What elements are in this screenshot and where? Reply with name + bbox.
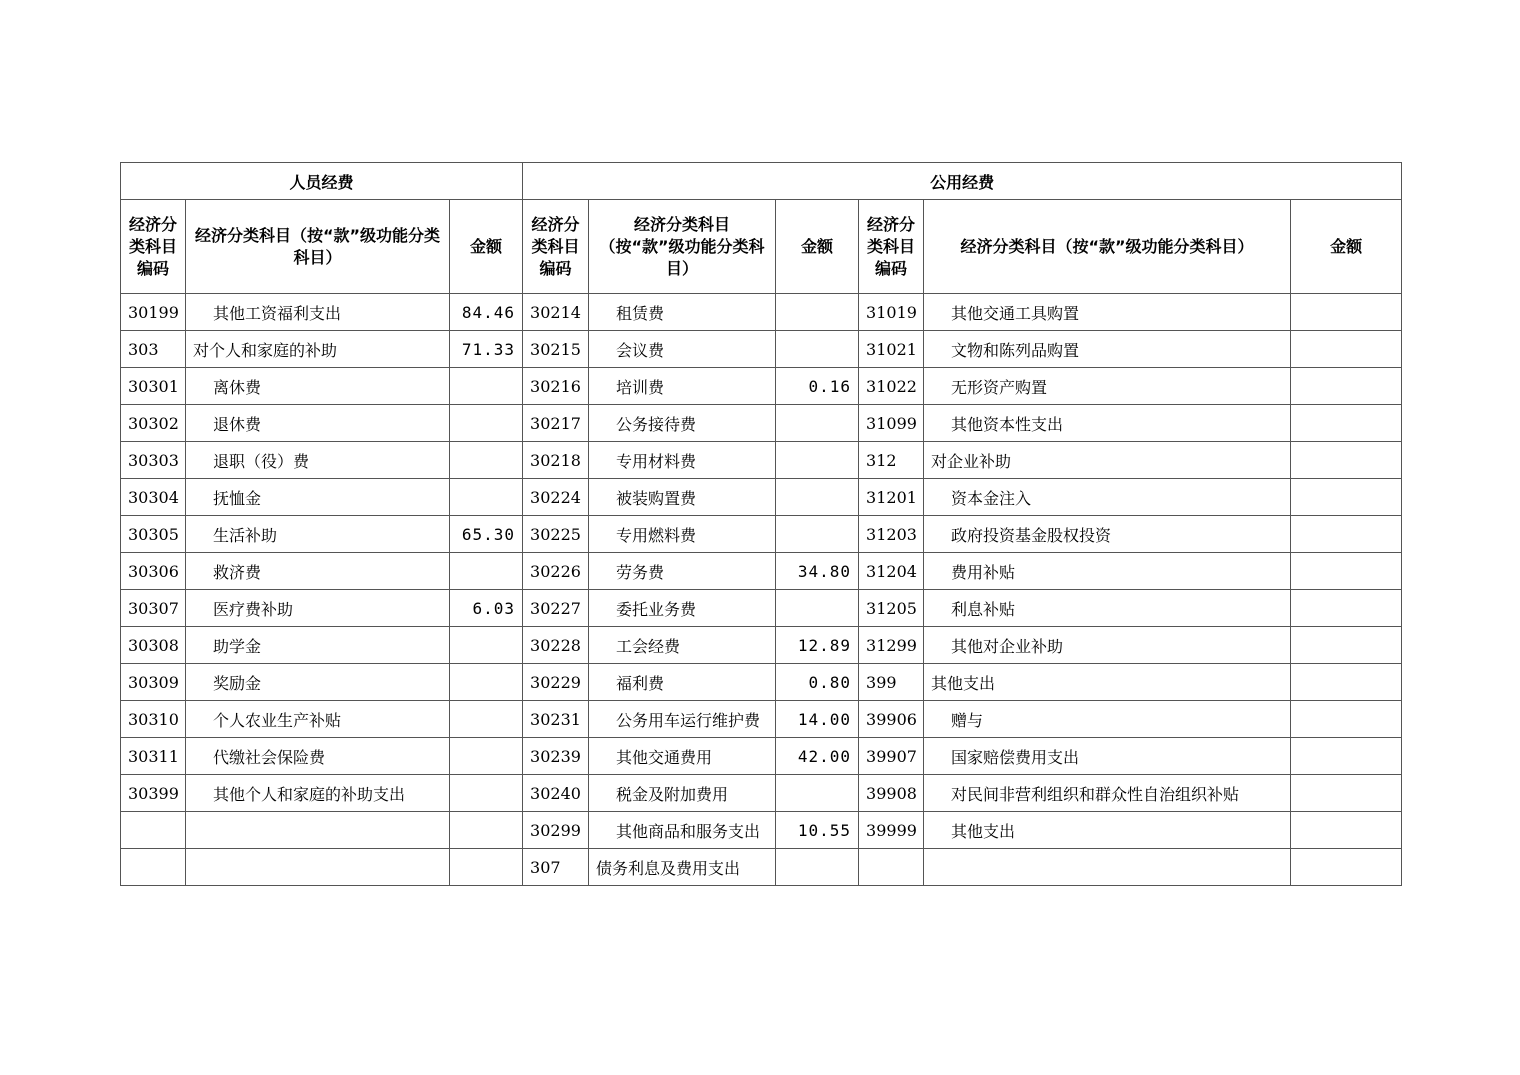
name-cell: 公务用车运行维护费 [589,701,776,738]
name-cell: 对企业补助 [924,442,1291,479]
amount-cell [1291,701,1402,738]
amount-cell [1291,849,1402,886]
amount-cell [450,553,523,590]
name-cell: 劳务费 [589,553,776,590]
code-cell: 307 [523,849,589,886]
code-cell: 30218 [523,442,589,479]
name-cell: 医疗费补助 [186,590,450,627]
code-cell: 31299 [859,627,924,664]
code-cell: 30302 [121,405,186,442]
amount-cell [776,479,859,516]
table-row [121,516,1402,553]
name-cell: 其他交通工具购置 [924,294,1291,331]
code-cell: 30305 [121,516,186,553]
name-cell: 其他个人和家庭的补助支出 [186,775,450,812]
code-cell: 30309 [121,664,186,701]
name-cell: 被装购置费 [589,479,776,516]
amount-cell: 84.46 [450,294,523,331]
code-cell: 30311 [121,738,186,775]
amount-cell [776,405,859,442]
code-cell: 30310 [121,701,186,738]
amount-header-3: 金额 [1291,200,1402,294]
amount-cell [776,590,859,627]
name-header-2: 经济分类科目（按“款”级功能分类科目） [589,200,776,294]
amount-cell: 10.55 [776,812,859,849]
table-row [121,738,1402,775]
public-expenses-header: 公用经费 [523,163,1402,200]
amount-cell [776,331,859,368]
table-row [121,664,1402,701]
table-row [121,368,1402,405]
amount-cell [1291,812,1402,849]
amount-cell [450,738,523,775]
amount-cell [1291,405,1402,442]
name-cell: 培训费 [589,368,776,405]
code-cell: 30224 [523,479,589,516]
name-cell: 其他支出 [924,664,1291,701]
name-cell: 国家赔偿费用支出 [924,738,1291,775]
table-row [121,294,1402,331]
code-cell: 30240 [523,775,589,812]
name-cell: 公务接待费 [589,405,776,442]
code-cell: 399 [859,664,924,701]
amount-cell [1291,738,1402,775]
code-cell: 39907 [859,738,924,775]
amount-cell [776,516,859,553]
amount-cell: 14.00 [776,701,859,738]
name-cell: 离休费 [186,368,450,405]
name-cell: 福利费 [589,664,776,701]
table-row [121,701,1402,738]
name-cell: 租赁费 [589,294,776,331]
name-cell: 个人农业生产补贴 [186,701,450,738]
amount-cell: 65.30 [450,516,523,553]
code-cell: 30399 [121,775,186,812]
amount-cell: 34.80 [776,553,859,590]
name-cell: 代缴社会保险费 [186,738,450,775]
name-cell: 对民间非营利组织和群众性自治组织补贴 [924,775,1291,812]
code-cell: 30217 [523,405,589,442]
amount-cell: 42.00 [776,738,859,775]
code-cell: 31022 [859,368,924,405]
code-cell: 30306 [121,553,186,590]
table-row [121,627,1402,664]
code-cell: 31204 [859,553,924,590]
code-cell: 30226 [523,553,589,590]
code-cell: 39908 [859,775,924,812]
code-cell: 31099 [859,405,924,442]
code-cell: 30307 [121,590,186,627]
name-cell: 退职（役）费 [186,442,450,479]
name-cell: 会议费 [589,331,776,368]
code-cell: 31019 [859,294,924,331]
code-cell: 30308 [121,627,186,664]
name-cell [924,849,1291,886]
name-cell: 债务利息及费用支出 [589,849,776,886]
group-header-row [121,163,1402,200]
amount-cell [1291,590,1402,627]
amount-cell [1291,442,1402,479]
code-cell [121,849,186,886]
name-cell: 救济费 [186,553,450,590]
amount-cell: 0.80 [776,664,859,701]
amount-cell: 6.03 [450,590,523,627]
personnel-expenses-header: 人员经费 [121,163,523,200]
name-cell [186,812,450,849]
code-header-1: 经济分类科目编码 [121,200,186,294]
code-cell: 30303 [121,442,186,479]
amount-cell [1291,553,1402,590]
name-cell: 专用材料费 [589,442,776,479]
amount-cell [1291,331,1402,368]
amount-cell [450,442,523,479]
name-cell: 赠与 [924,701,1291,738]
budget-expenditure-table [120,162,1402,886]
name-cell: 其他交通费用 [589,738,776,775]
code-cell: 312 [859,442,924,479]
code-cell: 30214 [523,294,589,331]
code-header-2: 经济分类科目编码 [523,200,589,294]
code-cell: 39906 [859,701,924,738]
amount-cell [1291,479,1402,516]
table-row [121,775,1402,812]
amount-cell [450,664,523,701]
name-cell: 政府投资基金股权投资 [924,516,1291,553]
code-cell: 30299 [523,812,589,849]
code-cell: 30225 [523,516,589,553]
code-cell: 30227 [523,590,589,627]
code-cell: 30215 [523,331,589,368]
table-row [121,331,1402,368]
table-body [121,294,1402,886]
amount-cell [776,442,859,479]
name-cell: 资本金注入 [924,479,1291,516]
code-cell: 30228 [523,627,589,664]
code-cell: 31021 [859,331,924,368]
code-cell: 30239 [523,738,589,775]
code-cell: 31201 [859,479,924,516]
code-cell: 30231 [523,701,589,738]
amount-header-1: 金额 [450,200,523,294]
name-cell: 税金及附加费用 [589,775,776,812]
name-cell: 生活补助 [186,516,450,553]
code-cell: 31205 [859,590,924,627]
name-cell: 奖励金 [186,664,450,701]
code-cell: 31203 [859,516,924,553]
amount-cell [1291,775,1402,812]
code-cell: 30301 [121,368,186,405]
amount-cell [450,701,523,738]
name-header-3: 经济分类科目（按“款”级功能分类科目） [924,200,1291,294]
name-cell: 专用燃料费 [589,516,776,553]
name-cell: 利息补贴 [924,590,1291,627]
code-cell: 30304 [121,479,186,516]
name-cell: 其他商品和服务支出 [589,812,776,849]
name-cell: 退休费 [186,405,450,442]
table-row [121,405,1402,442]
amount-cell [450,405,523,442]
amount-cell [450,627,523,664]
column-header-row [121,200,1402,294]
amount-cell [450,368,523,405]
code-cell: 30199 [121,294,186,331]
name-cell: 对个人和家庭的补助 [186,331,450,368]
table-row [121,590,1402,627]
amount-cell [776,775,859,812]
table-row [121,849,1402,886]
table-row [121,812,1402,849]
code-cell: 303 [121,331,186,368]
amount-cell [450,812,523,849]
amount-cell [1291,294,1402,331]
name-cell: 费用补贴 [924,553,1291,590]
amount-cell: 12.89 [776,627,859,664]
name-cell: 无形资产购置 [924,368,1291,405]
name-cell: 其他支出 [924,812,1291,849]
name-cell: 委托业务费 [589,590,776,627]
amount-cell: 71.33 [450,331,523,368]
amount-header-2: 金额 [776,200,859,294]
amount-cell [1291,627,1402,664]
code-cell: 30216 [523,368,589,405]
amount-cell [776,294,859,331]
code-cell [859,849,924,886]
code-cell: 39999 [859,812,924,849]
code-header-3: 经济分类科目编码 [859,200,924,294]
amount-cell [1291,664,1402,701]
name-cell: 其他资本性支出 [924,405,1291,442]
name-header-1: 经济分类科目（按“款”级功能分类科目） [186,200,450,294]
name-cell: 其他对企业补助 [924,627,1291,664]
name-cell: 助学金 [186,627,450,664]
name-cell [186,849,450,886]
table-row [121,442,1402,479]
amount-cell [1291,368,1402,405]
code-cell: 30229 [523,664,589,701]
name-cell: 抚恤金 [186,479,450,516]
table-row [121,553,1402,590]
table-row [121,479,1402,516]
amount-cell [450,849,523,886]
amount-cell [776,849,859,886]
name-cell: 其他工资福利支出 [186,294,450,331]
amount-cell [450,479,523,516]
amount-cell [450,775,523,812]
code-cell [121,812,186,849]
name-cell: 工会经费 [589,627,776,664]
amount-cell [1291,516,1402,553]
name-cell: 文物和陈列品购置 [924,331,1291,368]
amount-cell: 0.16 [776,368,859,405]
